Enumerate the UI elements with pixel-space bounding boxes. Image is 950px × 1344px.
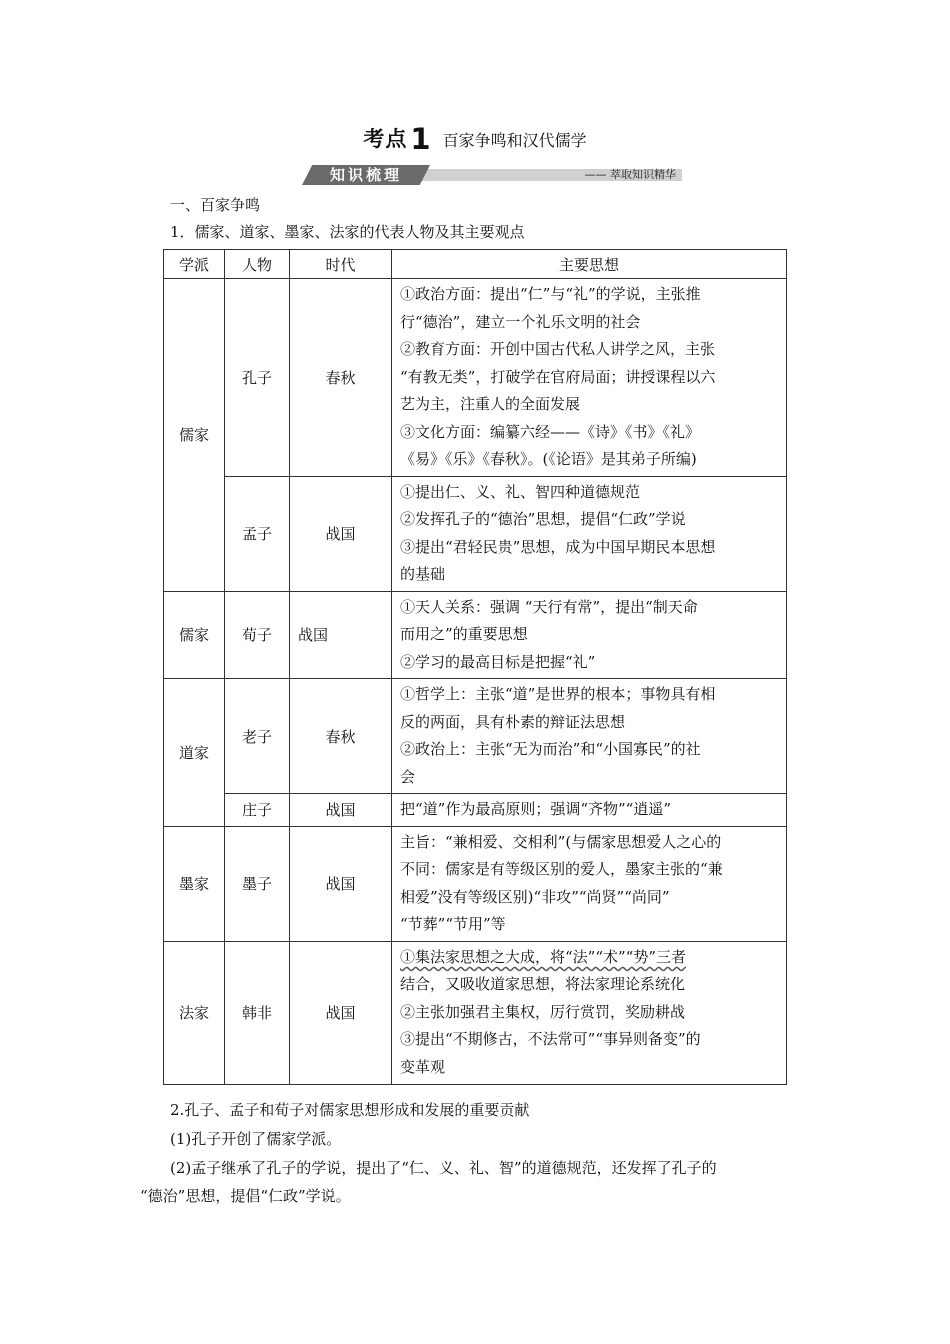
kaodian-number: 1	[410, 122, 431, 156]
person-cell: 墨子	[225, 826, 290, 941]
thought-cell	[392, 591, 787, 679]
table-row	[164, 826, 787, 941]
period-cell: 春秋	[290, 279, 392, 477]
thought-line: 相爱”没有等级区别)“非攻”“尚贤”“尚同”	[400, 887, 670, 906]
table-header-row	[164, 250, 787, 279]
thought-line: 变革观	[400, 1057, 446, 1076]
school-cell: 墨家	[164, 826, 225, 941]
period-cell: 战国	[290, 591, 392, 679]
person-cell: 韩非	[225, 941, 290, 1084]
thought-line: ②主张加强君主集权，厉行赏罚，奖励耕战	[400, 1002, 686, 1021]
person-cell: 孟子	[225, 476, 290, 591]
paragraph-confucius: (1)孔子开创了儒家学派。	[170, 1130, 342, 1148]
period-cell: 战国	[290, 794, 392, 827]
table-row	[164, 279, 787, 477]
thought-line: 不同：儒家是有等级区别的爱人，墨家主张的“兼	[400, 860, 723, 878]
topic-title: 百家争鸣和汉代儒学	[442, 131, 587, 150]
thought-line: 行“德治”，建立一个礼乐文明的社会	[400, 312, 641, 331]
thought-line: ②发挥孔子的“德治”思想，提倡“仁政”学说	[400, 510, 686, 528]
thought-line: ①提出仁、义、礼、智四种道德规范	[400, 482, 641, 501]
school-cell: 儒家	[164, 279, 225, 592]
thought-line: ③提出“君轻民贵”思想，成为中国早期民本思想	[400, 537, 716, 556]
thought-line: “有教无类”，打破学在官府局面；讲授课程以六	[400, 367, 716, 386]
table-row	[164, 591, 787, 679]
thought-line: ②教育方面：开创中国古代私人讲学之风，主张	[400, 340, 716, 358]
thought-line: 的基础	[400, 565, 446, 583]
kaodian-label: 考点	[363, 127, 408, 151]
knowledge-banner	[302, 165, 682, 185]
schools-table	[163, 249, 787, 1085]
thought-line: 而用之”的重要思想	[400, 625, 528, 643]
banner-label: 知识梳理	[329, 166, 402, 184]
school-cell: 儒家	[164, 591, 225, 679]
thought-line: ②政治上：主张“无为而治”和“小国寡民”的社	[400, 740, 701, 758]
thought-line: ①政治方面：提出“仁”与“礼”的学说，主张推	[400, 285, 701, 303]
thought-line: ①天人关系：强调 “天行有常”，提出“制天命	[400, 597, 698, 616]
table-row	[164, 476, 787, 591]
thought-line: 把“道”作为最高原则；强调“齐物”“逍遥”	[400, 800, 672, 818]
header-cell-period: 时代	[290, 250, 392, 279]
thought-line: 主旨：“兼相爱、交相利”(与儒家思想爱人之心的	[400, 832, 722, 851]
paragraph-mencius: (2)孟子继承了孔子的学说，提出了“仁、义、礼、智”的道德规范，还发挥了孔子的	[170, 1159, 717, 1177]
person-cell: 庄子	[225, 794, 290, 827]
thought-cell	[392, 679, 787, 794]
table-row	[164, 679, 787, 794]
section-title	[0, 122, 950, 156]
period-cell: 春秋	[290, 679, 392, 794]
thought-line: 结合，又吸收道家思想，将法家理论系统化	[400, 975, 686, 994]
thought-line: ①哲学上：主张“道”是世界的根本；事物具有相	[400, 685, 716, 703]
thought-line: ③文化方面：编纂六经——《诗》《书》《礼》	[400, 422, 701, 441]
section-subheading: 1．儒家、道家、墨家、法家的代表人物及其主要观点	[170, 223, 525, 241]
thought-line: ②学习的最高目标是把握“礼”	[400, 652, 596, 671]
thought-cell	[392, 279, 787, 477]
thought-cell	[392, 794, 787, 827]
thought-line: 艺为主，注重人的全面发展	[400, 395, 581, 413]
thought-line: 反的两面，具有朴素的辩证法思想	[400, 712, 626, 731]
period-cell: 战国	[290, 826, 392, 941]
school-cell: 道家	[164, 679, 225, 827]
header-cell-thought: 主要思想	[392, 250, 787, 279]
table-row	[164, 941, 787, 1084]
thought-line: 会	[400, 767, 416, 786]
period-cell: 战国	[290, 941, 392, 1084]
thought-cell	[392, 941, 787, 1084]
thought-line: 《易》《乐》《春秋》。(《论语》是其弟子所编)	[400, 450, 697, 468]
thought-line: ①集法家思想之大成，将“法”“术”“势”三者	[400, 947, 687, 966]
period-cell: 战国	[290, 476, 392, 591]
thought-line: ③提出“不期修古，不法常可”“事异则备变”的	[400, 1030, 701, 1049]
section-heading: 一、百家争鸣	[170, 196, 261, 214]
thought-cell	[392, 826, 787, 941]
school-cell: 法家	[164, 941, 225, 1084]
person-cell: 老子	[225, 679, 290, 794]
table-row	[164, 794, 787, 827]
banner-subtitle: —— 萃取知识精华	[584, 168, 676, 181]
header-cell-school: 学派	[164, 250, 225, 279]
thought-cell	[392, 476, 787, 591]
person-cell: 荀子	[225, 591, 290, 679]
person-cell: 孔子	[225, 279, 290, 477]
header-cell-person: 人物	[225, 250, 290, 279]
paragraph-contributions-heading: 2.孔子、孟子和荀子对儒家思想形成和发展的重要贡献	[170, 1101, 530, 1119]
paragraph-mencius-continued: “德治”思想，提倡“仁政”学说。	[140, 1187, 351, 1205]
thought-line: “节葬”“节用”等	[400, 915, 506, 933]
